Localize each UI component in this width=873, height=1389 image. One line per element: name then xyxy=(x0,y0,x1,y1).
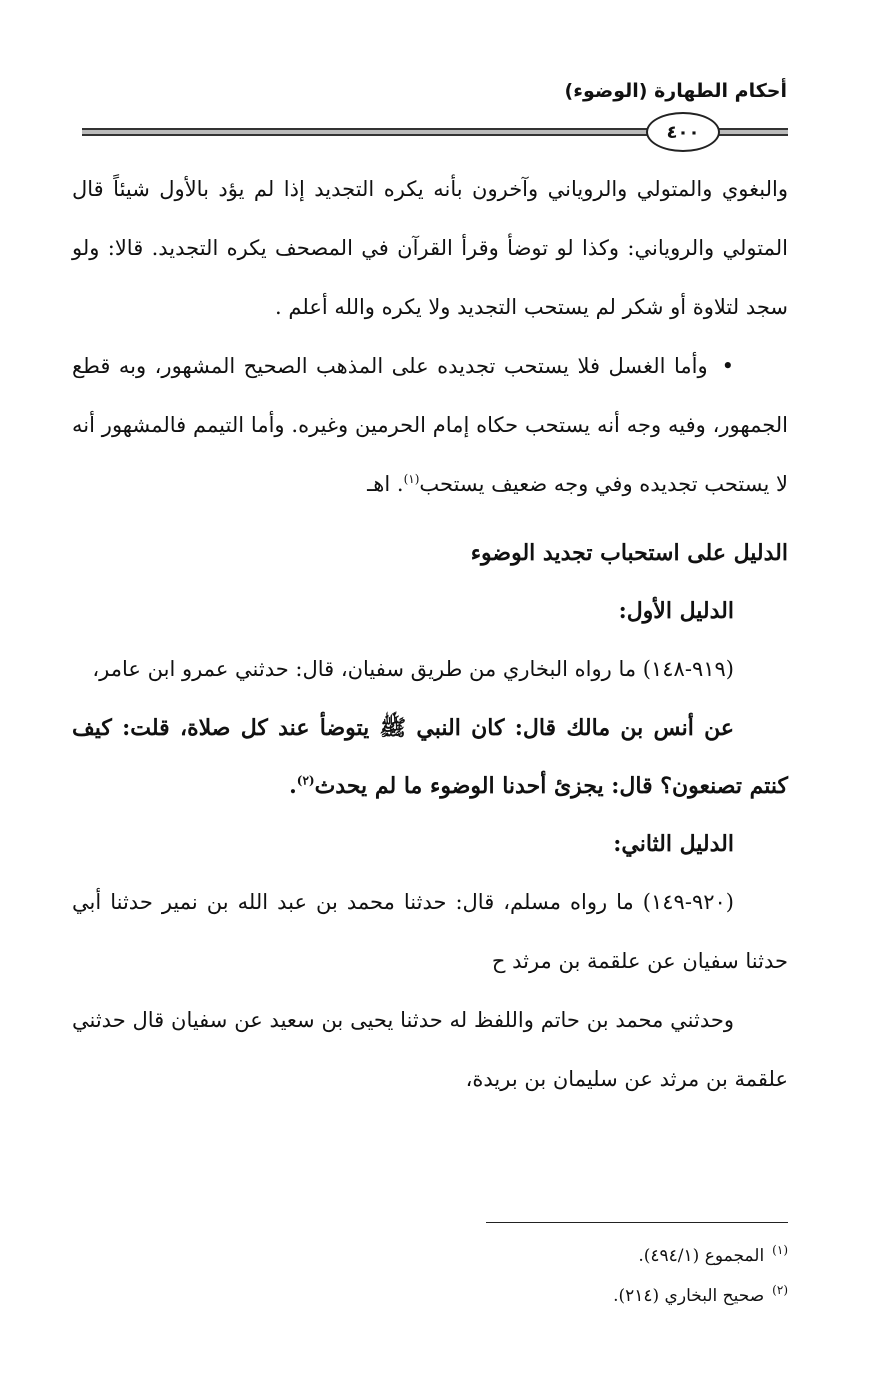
section-heading: الدليل على استحباب تجديد الوضوء xyxy=(470,540,788,566)
paragraph-1: والبغوي والمتولي والروياني وآخرون بأنه يكره التجديد إذا لم يؤد بالأول شيئاً قال المتولي والروياني: وكذا لو توضأ وقرأ القرآن في المصحف يكره التجديد. قالا: ولو سجد لتلاوة أو شكر لم يستحب التجديد ولا يكره والله أعلم . xyxy=(72,177,788,319)
footnotes xyxy=(288,1236,788,1316)
hadith-1-end: . xyxy=(289,773,297,799)
footnote-1 xyxy=(288,1236,788,1276)
footnote-rule xyxy=(486,1222,788,1223)
evidence-2-text-2: وحدثني محمد بن حاتم واللفظ له حدثنا يحيى بن سعيد عن سفيان قال حدثني علقمة بن مرثد عن سليمان بن بريدة، xyxy=(72,1008,788,1091)
footnote-1-text: المجموع (٤٩٤/١). xyxy=(638,1246,765,1266)
paragraph-2-text: وأما الغسل فلا يستحب تجديده على المذهب الصحيح المشهور، وبه قطع الجمهور، وفيه وجه أنه يستحب حكاه إمام الحرمين وغيره. وأما التيمم فالمشهور أنه لا يستحب تجديده وفي وجه ضعيف يستحب xyxy=(72,354,788,496)
paragraph-2 xyxy=(72,337,788,514)
evidence-1-heading: الدليل الأول: xyxy=(618,598,734,624)
footnote-1-number: (١) xyxy=(772,1243,788,1258)
footnote-ref-2: (٢) xyxy=(296,773,315,788)
footnote-ref-1: (١) xyxy=(403,472,420,486)
footnote-2-number: (٢) xyxy=(772,1283,788,1298)
footnote-2 xyxy=(288,1276,788,1316)
footnote-2-text: صحيح البخاري (٢١٤). xyxy=(613,1286,765,1306)
evidence-2-heading: الدليل الثاني: xyxy=(613,831,734,857)
page-number: ٤٠٠ xyxy=(646,112,720,152)
paragraph-2-end: . اهـ xyxy=(367,472,404,496)
running-header-title: أحكام الطهارة (الوضوء) xyxy=(564,80,787,102)
page-body xyxy=(72,160,788,1109)
evidence-2-text-1: (٩٢٠-١٤٩) ما رواه مسلم، قال: حدثنا محمد بن عبد الله بن نمير حدثنا أبي حدثنا سفيان عن علقمة بن مرثد ح xyxy=(72,890,788,973)
hadith-1 xyxy=(72,699,788,815)
hadith-1-text: عن أنس بن مالك قال: كان النبي ﷺ يتوضأ عند كل صلاة، قلت: كيف كنتم تصنعون؟ قال: يجزئ أحدنا الوضوء ما لم يحدث xyxy=(72,715,788,799)
evidence-1-text: (٩١٩-١٤٨) ما رواه البخاري من طريق سفيان، قال: حدثني عمرو ابن عامر، xyxy=(92,657,734,681)
